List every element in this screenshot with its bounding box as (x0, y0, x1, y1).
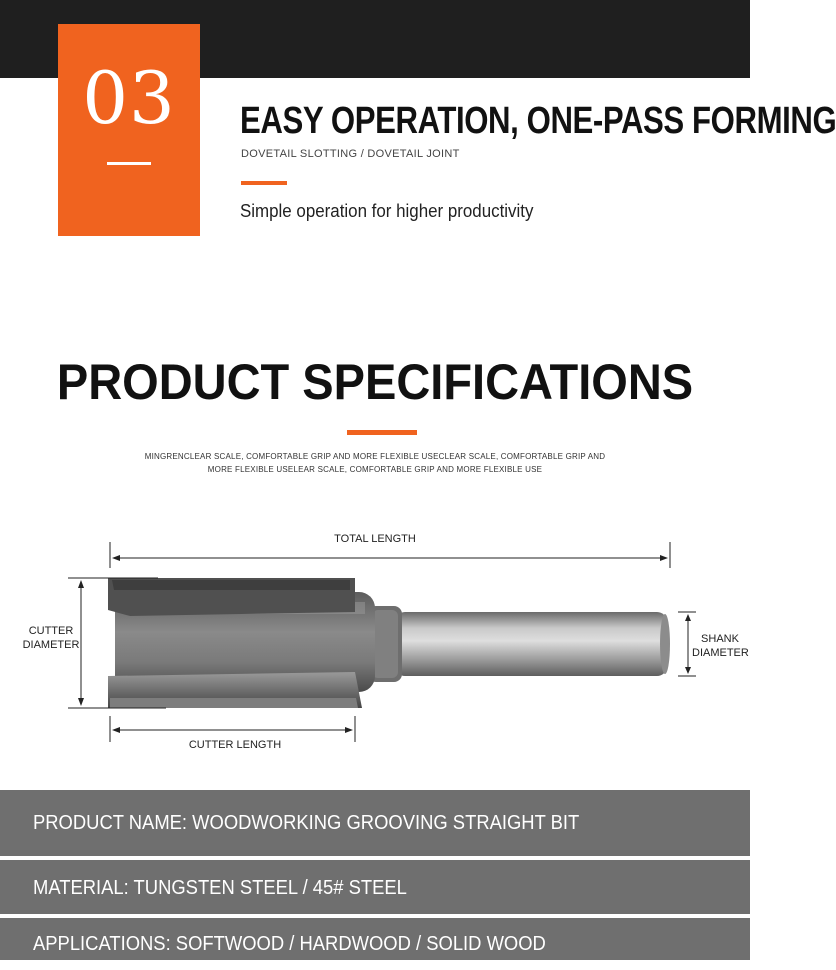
product-name-bar (0, 790, 750, 856)
applications-bar (0, 918, 750, 960)
specs-accent-rule (347, 430, 417, 435)
section-number: 03 (82, 56, 176, 140)
specs-note: MINGRENCLEAR SCALE, COMFORTABLE GRIP AND MORE FLEXIBLE USECLEAR SCALE, COMFORTABLE GRIP AND MORE FLEXIBLE USELEAR SCALE, COMFORTABLE GRIP AND MORE FLEXIBLE USE (144, 452, 606, 474)
shank (395, 612, 670, 676)
cutter-length-label: CUTTER LENGTH (188, 739, 282, 751)
product-name-text: PRODUCT NAME: WOODWORKING GROOVING STRAIGHT BIT (33, 812, 580, 834)
feature-subtitle: DOVETAIL SLOTTING / DOVETAIL JOINT (241, 148, 460, 160)
section-number-badge (58, 24, 200, 236)
specs-title: PRODUCT SPECIFICATIONS (56, 354, 694, 410)
router-bit-diagram (0, 520, 750, 760)
feature-title: EASY OPERATION, ONE-PASS FORMING (240, 100, 836, 142)
badge-divider (107, 162, 151, 165)
applications-text: APPLICATIONS: SOFTWOOD / HARDWOOD / SOLID WOOD (33, 933, 546, 955)
cutter-diameter-label: CUTTER DIAMETER (22, 625, 80, 651)
material-text: MATERIAL: TUNGSTEN STEEL / 45# STEEL (33, 877, 407, 899)
total-length-label: TOTAL LENGTH (334, 533, 416, 545)
feature-accent-rule (241, 181, 287, 185)
feature-description: Simple operation for higher productivity (240, 201, 534, 221)
shank-diameter-label: SHANK DIAMETER (692, 633, 749, 659)
material-bar (0, 860, 750, 914)
top-blade (108, 578, 355, 616)
router-bit-illustration (0, 520, 750, 760)
bottom-blade (108, 672, 362, 708)
